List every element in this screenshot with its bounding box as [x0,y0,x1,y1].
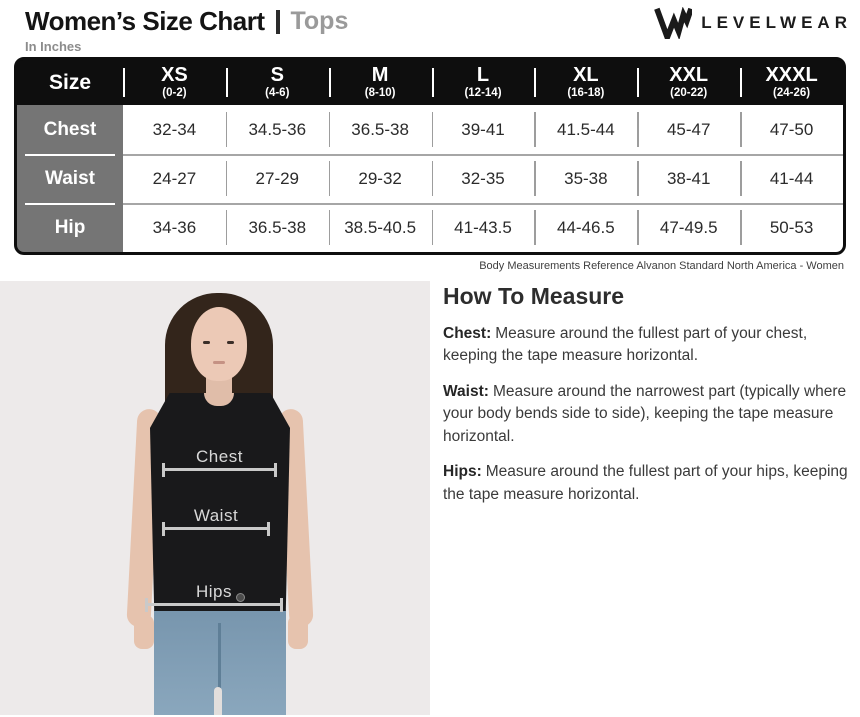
model-photo [0,281,430,715]
how-to-measure-section [443,281,860,715]
measurements-reference-note: Body Measurements Reference Alvanon Standard North America - Women [479,260,844,272]
size-label: L [476,64,490,87]
main-content [0,281,860,715]
table-cell: 36.5-38 [329,105,432,154]
table-cell: 24-27 [123,154,226,203]
table-cell: 27-29 [226,154,329,203]
waist-measure-line [162,527,270,530]
size-range: (4-6) [265,87,290,100]
size-column-header-l [432,60,535,105]
size-range: (12-14) [464,87,502,100]
page-header [0,0,860,54]
units-label: In Inches [25,39,82,54]
title-divider [276,10,280,34]
measure-instruction-hips [443,461,854,506]
table-cell: 41.5-44 [534,105,637,154]
chest-measure-line [162,468,277,471]
hips-measure-label: Hips [195,582,232,601]
model-tank-top [150,393,290,611]
measure-text: Measure around the narrowest part (typically where your body bends side to side), keeping the tape measure horizontal. [443,382,847,445]
table-cell: 38-41 [637,154,740,203]
table-cell: 34.5-36 [226,105,329,154]
table-cell: 44-46.5 [534,203,637,252]
size-label: XXL [669,64,709,87]
model-hand-right [288,615,308,649]
chest-measure-label: Chest [196,447,243,466]
table-cell: 41-44 [740,154,843,203]
brand-wordmark: LEVELWEAR [701,13,852,32]
page-title: Women’s Size Chart [25,6,265,36]
size-column-header-xl [534,60,637,105]
leg-gap [214,687,222,715]
brand-logo [654,7,852,39]
size-column-header-m [329,60,432,105]
model-eye [227,341,234,344]
size-chart-grid [17,60,843,252]
size-range: (20-22) [670,87,708,100]
size-label: XXXL [765,64,818,87]
size-chart-table [14,57,846,255]
hips-measure-line [145,603,283,606]
measure-text: Measure around the fullest part of your chest, keeping the tape measure horizontal. [443,325,808,365]
size-range: (16-18) [567,87,605,100]
table-cell: 47-50 [740,105,843,154]
table-cell: 29-32 [329,154,432,203]
size-label: XS [161,64,188,87]
size-column-header-s [226,60,329,105]
measure-instruction-chest [443,323,854,368]
levelwear-w-icon [654,7,692,39]
how-to-measure-heading: How To Measure [443,283,625,309]
table-cell: 34-36 [123,203,226,252]
table-cell: 38.5-40.5 [329,203,432,252]
size-label: S [270,64,284,87]
model-mouth [213,361,225,364]
size-range: (0-2) [162,87,187,100]
row-label-hip: Hip [17,203,123,252]
table-cell: 32-34 [123,105,226,154]
table-cell: 36.5-38 [226,203,329,252]
measure-text: Measure around the fullest part of your hips, keeping the tape measure horizontal. [443,463,848,503]
size-label: M [371,64,389,87]
table-cell: 45-47 [637,105,740,154]
model-hand-left [134,615,154,649]
table-cell: 39-41 [432,105,535,154]
measure-term: Hips: [443,463,482,481]
size-range: (24-26) [773,87,811,100]
model-face [191,307,247,381]
table-cell: 35-38 [534,154,637,203]
size-range: (8-10) [364,87,396,100]
model-eye [203,341,210,344]
page-subtitle: Tops [290,7,349,35]
table-cell: 50-53 [740,203,843,252]
size-column-header-xxxl [740,60,843,105]
size-column-header-xs [123,60,226,105]
size-corner-header: Size [17,60,123,105]
waist-measure-label: Waist [193,506,239,525]
measure-term: Waist: [443,382,489,400]
size-label: XL [573,64,599,87]
size-column-header-xxl [637,60,740,105]
row-label-chest: Chest [17,105,123,154]
measure-term: Chest: [443,325,492,342]
table-cell: 41-43.5 [432,203,535,252]
row-label-waist: Waist [17,154,123,203]
measure-instruction-waist [443,381,854,448]
table-cell: 47-49.5 [637,203,740,252]
table-cell: 32-35 [432,154,535,203]
